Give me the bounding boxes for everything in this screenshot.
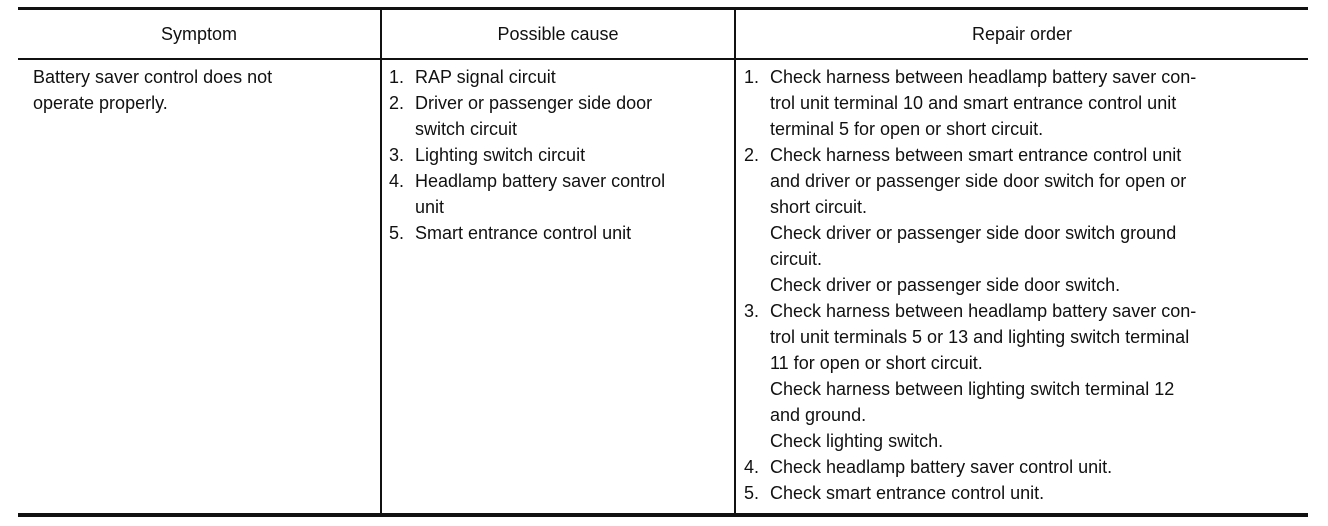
item-number: 2. bbox=[389, 93, 405, 113]
possible-cause-item bbox=[389, 220, 729, 246]
troubleshooting-table bbox=[18, 7, 1308, 517]
header-possible-cause: Possible cause bbox=[497, 23, 619, 44]
header-repair-order: Repair order bbox=[971, 23, 1073, 44]
item-text-line: circuit. bbox=[770, 249, 823, 269]
symptom-cell bbox=[33, 64, 373, 116]
item-number: 3. bbox=[389, 145, 405, 165]
possible-cause-item bbox=[389, 142, 729, 168]
header-rule bbox=[18, 58, 1308, 60]
possible-cause-item bbox=[389, 90, 729, 142]
repair-order-item bbox=[744, 454, 1304, 480]
item-text-line: Check driver or passenger side door switch ground bbox=[770, 223, 1177, 243]
repair-order-item bbox=[744, 480, 1304, 506]
repair-order-list bbox=[744, 64, 1304, 506]
item-text-line: Check lighting switch. bbox=[770, 431, 944, 451]
symptom-line: operate properly. bbox=[33, 93, 168, 113]
repair-order-item bbox=[744, 298, 1304, 454]
item-number: 5. bbox=[389, 223, 405, 243]
item-text-line: trol unit terminal 10 and smart entrance control unit bbox=[770, 93, 1177, 113]
column-divider-2 bbox=[734, 10, 736, 513]
item-text-line: Check harness between headlamp battery saver con- bbox=[770, 67, 1197, 87]
item-text-line: RAP signal circuit bbox=[415, 67, 556, 87]
item-text-line: Driver or passenger side door bbox=[415, 93, 653, 113]
column-divider-1 bbox=[380, 10, 382, 513]
item-text-line: Smart entrance control unit bbox=[415, 223, 632, 243]
item-number: 3. bbox=[744, 301, 760, 321]
item-text-line: Lighting switch circuit bbox=[415, 145, 586, 165]
item-number: 1. bbox=[389, 67, 405, 87]
symptom-line: Battery saver control does not bbox=[33, 67, 273, 87]
possible-cause-list bbox=[389, 64, 729, 246]
item-text-line: Check harness between smart entrance control unit bbox=[770, 145, 1182, 165]
item-number: 2. bbox=[744, 145, 760, 165]
item-number: 4. bbox=[389, 171, 405, 191]
possible-cause-item bbox=[389, 168, 729, 220]
item-text-line: and ground. bbox=[770, 405, 867, 425]
item-text-line: unit bbox=[415, 197, 445, 217]
item-number: 1. bbox=[744, 67, 760, 87]
item-text-line: and driver or passenger side door switch for open or bbox=[770, 171, 1187, 191]
item-text-line: Check harness between lighting switch terminal 12 bbox=[770, 379, 1175, 399]
item-text-line: trol unit terminals 5 or 13 and lighting switch terminal bbox=[770, 327, 1190, 347]
item-text-line: Headlamp battery saver control bbox=[415, 171, 666, 191]
header-symptom: Symptom bbox=[160, 23, 238, 44]
possible-cause-item bbox=[389, 64, 729, 90]
item-text-line: terminal 5 for open or short circuit. bbox=[770, 119, 1044, 139]
item-text-line: switch circuit bbox=[415, 119, 518, 139]
item-text-line: Check smart entrance control unit. bbox=[770, 483, 1045, 503]
item-text-line: short circuit. bbox=[770, 197, 868, 217]
item-text-line: Check headlamp battery saver control unit. bbox=[770, 457, 1113, 477]
table-bottom-rule bbox=[18, 513, 1308, 517]
item-number: 5. bbox=[744, 483, 760, 503]
repair-order-item bbox=[744, 64, 1304, 142]
item-text-line: 11 for open or short circuit. bbox=[770, 353, 983, 373]
item-text-line: Check driver or passenger side door switch. bbox=[770, 275, 1121, 295]
repair-order-item bbox=[744, 142, 1304, 298]
item-text-line: Check harness between headlamp battery saver con- bbox=[770, 301, 1197, 321]
item-number: 4. bbox=[744, 457, 760, 477]
